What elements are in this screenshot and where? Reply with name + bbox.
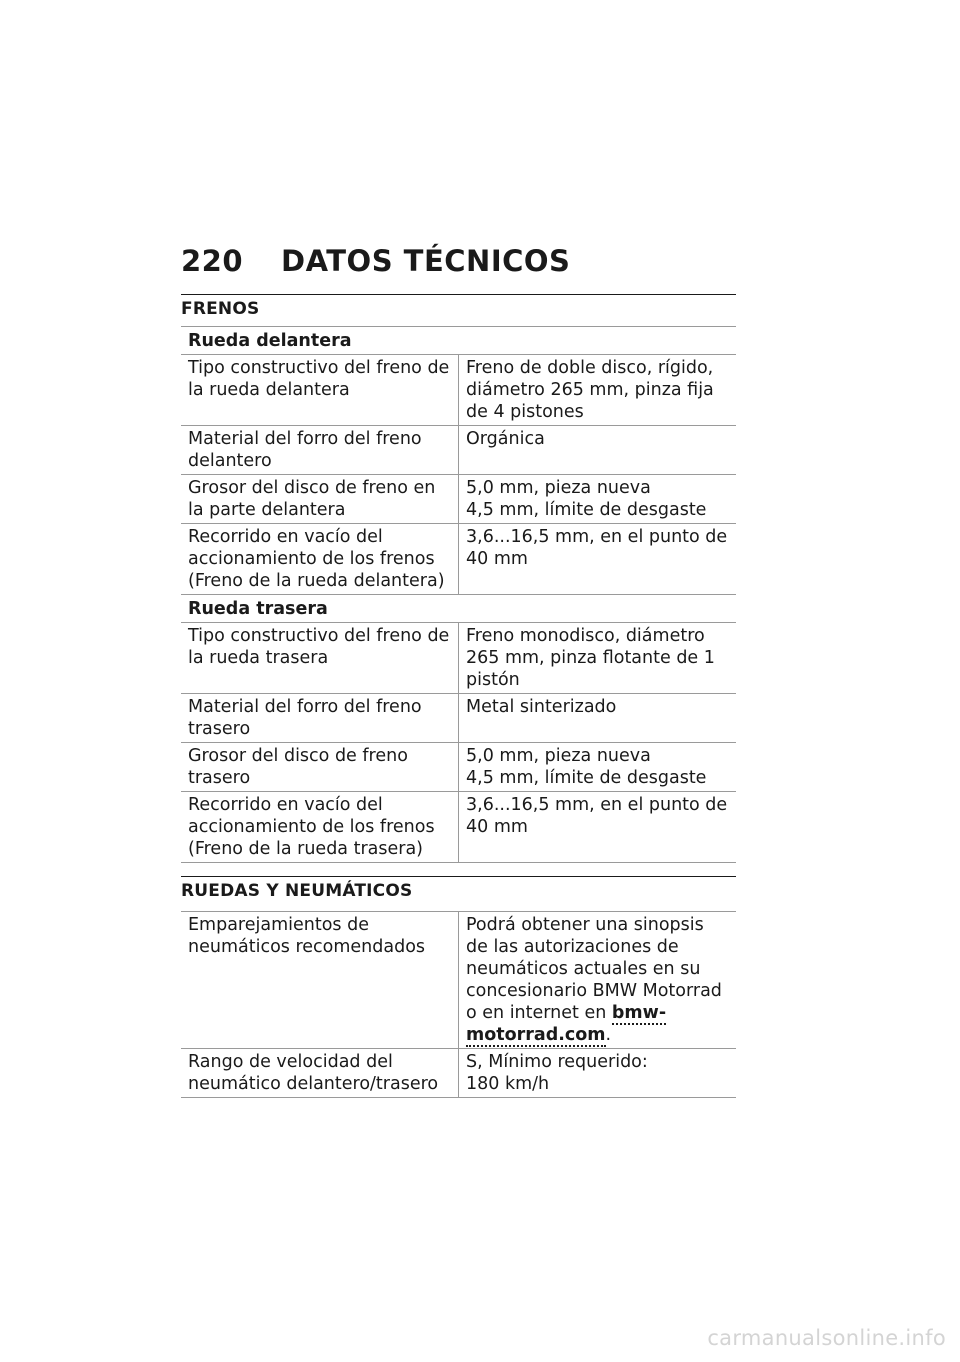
table-row <box>181 1049 736 1098</box>
spec-label: Grosor del disco de freno trasero <box>181 743 459 792</box>
table-row <box>181 623 736 694</box>
spec-label: Emparejamientos de neumáticos recomendados <box>181 912 459 1049</box>
spec-label: Grosor del disco de freno en la parte delantera <box>181 475 459 524</box>
table-row <box>181 426 736 475</box>
spec-value: 3,6...16,5 mm, en el punto de 40 mm <box>459 792 737 863</box>
spec-value: 5,0 mm, pieza nueva 4,5 mm, límite de desgaste <box>459 475 737 524</box>
spec-value: Freno de doble disco, rígido, diámetro 265 mm, pinza fija de 4 pistones <box>459 355 737 426</box>
spec-value: Freno monodisco, diámetro 265 mm, pinza flotante de 1 pistón <box>459 623 737 694</box>
table-row <box>181 792 736 863</box>
watermark: carmanualsonline.info <box>707 1326 946 1350</box>
brakes-table <box>181 326 736 863</box>
section-title-wheels: RUEDAS Y NEUMÁTICOS <box>181 881 413 901</box>
table-row <box>181 355 736 426</box>
table-row <box>181 524 736 595</box>
spec-label: Rango de velocidad del neumático delantero/trasero <box>181 1049 459 1098</box>
brakes-section <box>181 294 736 863</box>
front-wheel-heading: Rueda delantera <box>181 327 736 355</box>
value-suffix: . <box>605 1025 612 1045</box>
spec-label: Recorrido en vacío del accionamiento de los frenos (Freno de la rueda trasera) <box>181 792 459 863</box>
table-row <box>181 694 736 743</box>
table-row <box>181 475 736 524</box>
rear-wheel-heading: Rueda trasera <box>181 595 736 623</box>
spec-value-text: Podrá obtener una sinopsis de las autorizaciones de neumáticos actuales en su concesionario BMW Motorrad o en internet en <box>466 915 722 1023</box>
spec-label: Material del forro del freno trasero <box>181 694 459 743</box>
table-row <box>181 743 736 792</box>
spec-label: Recorrido en vacío del accionamiento de los frenos (Freno de la rueda delantera) <box>181 524 459 595</box>
spec-value: S, Mínimo requerido: 180 km/h <box>459 1049 737 1098</box>
spec-value: 3,6...16,5 mm, en el punto de 40 mm <box>459 524 737 595</box>
spec-label: Material del forro del freno delantero <box>181 426 459 475</box>
spec-label: Tipo constructivo del freno de la rueda trasera <box>181 623 459 694</box>
spec-value: Metal sinterizado <box>459 694 737 743</box>
spec-value: 5,0 mm, pieza nueva 4,5 mm, límite de desgaste <box>459 743 737 792</box>
wheels-table <box>181 911 736 1098</box>
table-subheading-row <box>181 327 736 355</box>
page-number: 220 <box>181 244 244 278</box>
section-title-brakes: FRENOS <box>181 299 260 319</box>
table-subheading-row <box>181 595 736 623</box>
wheels-section <box>181 876 736 1098</box>
spec-value <box>459 912 737 1049</box>
chapter-title: DATOS TÉCNICOS <box>281 244 571 278</box>
bmw-motorrad-link[interactable]: bmw-motorrad.com <box>466 1003 667 1045</box>
spec-value: Orgánica <box>459 426 737 475</box>
table-row <box>181 912 736 1049</box>
page-header <box>181 244 570 278</box>
spec-label: Tipo constructivo del freno de la rueda delantera <box>181 355 459 426</box>
